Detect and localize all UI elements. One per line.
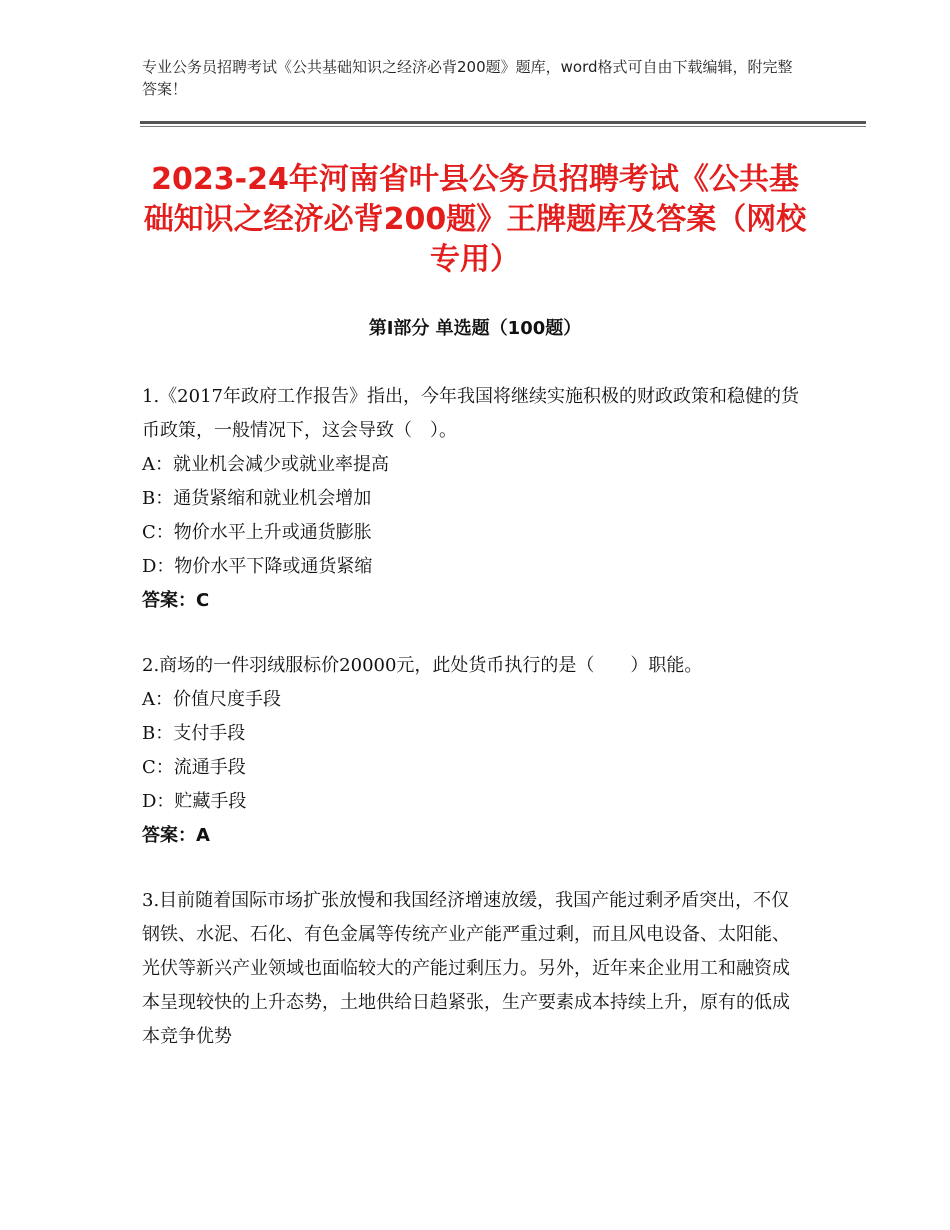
question-3: [142, 884, 802, 1054]
option-a: A：价值尺度手段: [142, 689, 281, 710]
header-note: 专业公务员招聘考试《公共基础知识之经济必背200题》题库，word格式可自由下载编辑，附完整答案！: [142, 58, 793, 98]
option-d: D：贮藏手段: [142, 791, 247, 812]
option-c: C：物价水平上升或通货膨胀: [142, 522, 372, 543]
option-a: A：就业机会减少或就业率提高: [142, 454, 389, 475]
header-divider: [140, 121, 866, 124]
option-c: C：流通手段: [142, 757, 246, 778]
option-b: B：支付手段: [142, 723, 246, 744]
question-list: [142, 380, 802, 1085]
option-d: D：物价水平下降或通货紧缩: [142, 556, 373, 577]
header-divider-thin: [140, 126, 866, 127]
question-text: 2.商场的一件羽绒服标价20000元，此处货币执行的是（ ）职能。: [142, 655, 703, 676]
answer: 答案：A: [142, 825, 210, 846]
question-1: [142, 380, 802, 618]
option-b: B：通货紧缩和就业机会增加: [142, 488, 372, 509]
question-text: 3.目前随着国际市场扩张放慢和我国经济增速放缓，我国产能过剩矛盾突出，不仅钢铁、水泥、石化、有色金属等传统产业产能严重过剩，而且风电设备、太阳能、光伏等新兴产业领域也面临较大的产能过剩压力。另外，近年来企业用工和融资成本呈现较快的上升态势，土地供给日趋紧张，生产要素成本持续上升，原有的低成本竞争优势: [142, 890, 790, 1047]
question-2: [142, 649, 802, 853]
question-text: 1.《2017年政府工作报告》指出，今年我国将继续实施积极的财政政策和稳健的货币政策，一般情况下，这会导致（ ）。: [142, 386, 799, 441]
answer: 答案：C: [142, 590, 210, 611]
section-title: 第Ⅰ部分 单选题（100题）: [368, 318, 582, 339]
document-title: 2023-24年河南省叶县公务员招聘考试《公共基础知识之经济必背200题》王牌题库及答案（网校专用）: [143, 162, 807, 277]
